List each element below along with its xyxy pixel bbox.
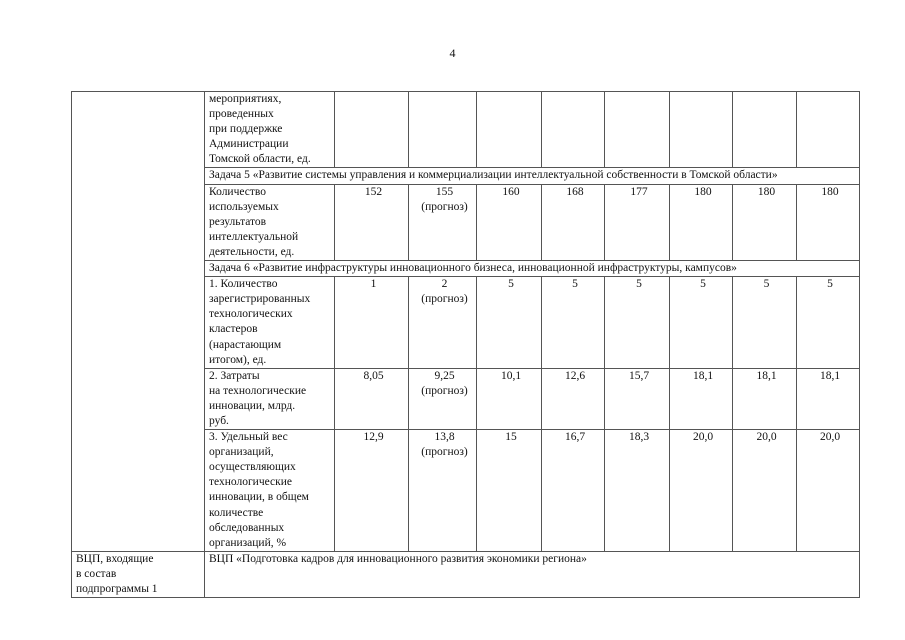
indicator-name — [205, 430, 335, 552]
indicator-name — [205, 184, 335, 260]
indicator-name-line: 3. Удельный вес — [209, 431, 288, 444]
indicator-value: 180 — [670, 184, 733, 260]
indicator-name-line: инновации, млрд. — [209, 399, 296, 412]
page-number: 4 — [449, 46, 456, 60]
indicator-name-line: руб. — [209, 414, 229, 427]
indicator-name-line: используемых — [209, 200, 279, 213]
indicator-value — [409, 277, 477, 369]
value-number: 155 — [435, 185, 454, 198]
vcp-label-line: в состав — [76, 567, 117, 580]
indicator-value: 18,1 — [797, 368, 860, 429]
indicator-value: 12,9 — [335, 430, 409, 552]
indicator-value: 18,3 — [605, 430, 670, 552]
vcp-label-line: ВЦП, входящие — [76, 552, 154, 565]
indicator-name-line: Количество — [209, 185, 266, 198]
vcp-label — [72, 551, 205, 597]
indicator-value: 5 — [605, 277, 670, 369]
indicator-row — [72, 92, 860, 168]
indicator-name-line: количестве — [209, 506, 264, 519]
indicator-name — [205, 277, 335, 369]
value-number: 13,8 — [434, 431, 455, 444]
indicator-value: 5 — [670, 277, 733, 369]
indicator-value: 20,0 — [670, 430, 733, 552]
indicator-value: 177 — [605, 184, 670, 260]
indicator-name-line: деятельности, ед. — [209, 245, 295, 258]
indicator-name-line: (нарастающим — [209, 338, 282, 351]
indicator-value: 10,1 — [477, 368, 542, 429]
indicator-value — [409, 92, 477, 168]
indicator-name-line: технологических — [209, 308, 293, 321]
indicator-name — [205, 92, 335, 168]
task-heading: Задача 5 «Развитие системы управления и коммерциализации интеллектуальной собственности в Томской области» — [205, 168, 860, 184]
indicator-value: 180 — [797, 184, 860, 260]
indicator-value: 12,6 — [542, 368, 605, 429]
indicator-value — [409, 430, 477, 552]
value-number: 2 — [441, 278, 448, 291]
value-note: (прогноз) — [421, 384, 468, 397]
indicator-value: 5 — [797, 277, 860, 369]
indicator-value: 16,7 — [542, 430, 605, 552]
indicator-name-line: интеллектуальной — [209, 230, 299, 243]
indicator-value: 168 — [542, 184, 605, 260]
indicator-name-line: Администрации — [209, 138, 289, 151]
indicators-table — [71, 91, 860, 598]
indicator-name-line: при поддержке — [209, 123, 283, 136]
indicator-name-line: 2. Затраты — [209, 369, 260, 382]
indicator-value: 1 — [335, 277, 409, 369]
indicator-name-line: зарегистрированных — [209, 293, 311, 306]
task-heading: Задача 6 «Развитие инфраструктуры инновационного бизнеса, инновационной инфраструктуры, кампусов» — [205, 261, 860, 277]
indicator-name — [205, 368, 335, 429]
indicator-value — [733, 92, 797, 168]
indicator-value — [797, 92, 860, 168]
indicator-name-line: организаций, % — [209, 536, 287, 549]
value-note: (прогноз) — [421, 446, 468, 459]
indicator-value: 8,05 — [335, 368, 409, 429]
indicator-name-line: Томской области, ед. — [209, 153, 311, 166]
indicator-value: 15,7 — [605, 368, 670, 429]
indicator-value — [605, 92, 670, 168]
indicator-value — [542, 92, 605, 168]
vcp-label-line: подпрограммы 1 — [76, 583, 158, 595]
indicator-value — [477, 92, 542, 168]
indicator-value — [409, 368, 477, 429]
indicator-value: 18,1 — [670, 368, 733, 429]
indicator-value: 160 — [477, 184, 542, 260]
value-note: (прогноз) — [421, 293, 468, 306]
indicator-value: 5 — [477, 277, 542, 369]
indicator-name-line: инновации, в общем — [209, 491, 309, 504]
value-number: 9,25 — [434, 369, 455, 382]
indicator-name-line: организаций, — [209, 446, 274, 459]
indicator-value: 18,1 — [733, 368, 797, 429]
indicator-value: 20,0 — [797, 430, 860, 552]
indicator-name-line: на технологические — [209, 384, 307, 397]
indicator-name-line: осуществляющих — [209, 461, 296, 474]
indicator-name-line: мероприятиях, — [209, 93, 282, 105]
indicator-name-line: кластеров — [209, 323, 258, 336]
indicator-value: 20,0 — [733, 430, 797, 552]
indicator-name-line: 1. Количество — [209, 278, 278, 291]
indicator-value: 5 — [542, 277, 605, 369]
program-column-cell — [72, 92, 205, 552]
indicator-value — [335, 92, 409, 168]
indicator-name-line: обследованных — [209, 521, 285, 534]
indicator-value — [670, 92, 733, 168]
indicator-value: 15 — [477, 430, 542, 552]
vcp-text: ВЦП «Подготовка кадров для инновационного развития экономики региона» — [205, 551, 860, 597]
value-note: (прогноз) — [421, 200, 468, 213]
indicator-name-line: результатов — [209, 215, 267, 228]
indicator-value: 152 — [335, 184, 409, 260]
indicator-value: 5 — [733, 277, 797, 369]
indicator-name-line: технологические — [209, 476, 292, 489]
indicator-name-line: проведенных — [209, 108, 274, 121]
vcp-row — [72, 551, 860, 597]
indicator-name-line: итогом), ед. — [209, 353, 267, 366]
indicator-value: 180 — [733, 184, 797, 260]
indicator-value — [409, 184, 477, 260]
